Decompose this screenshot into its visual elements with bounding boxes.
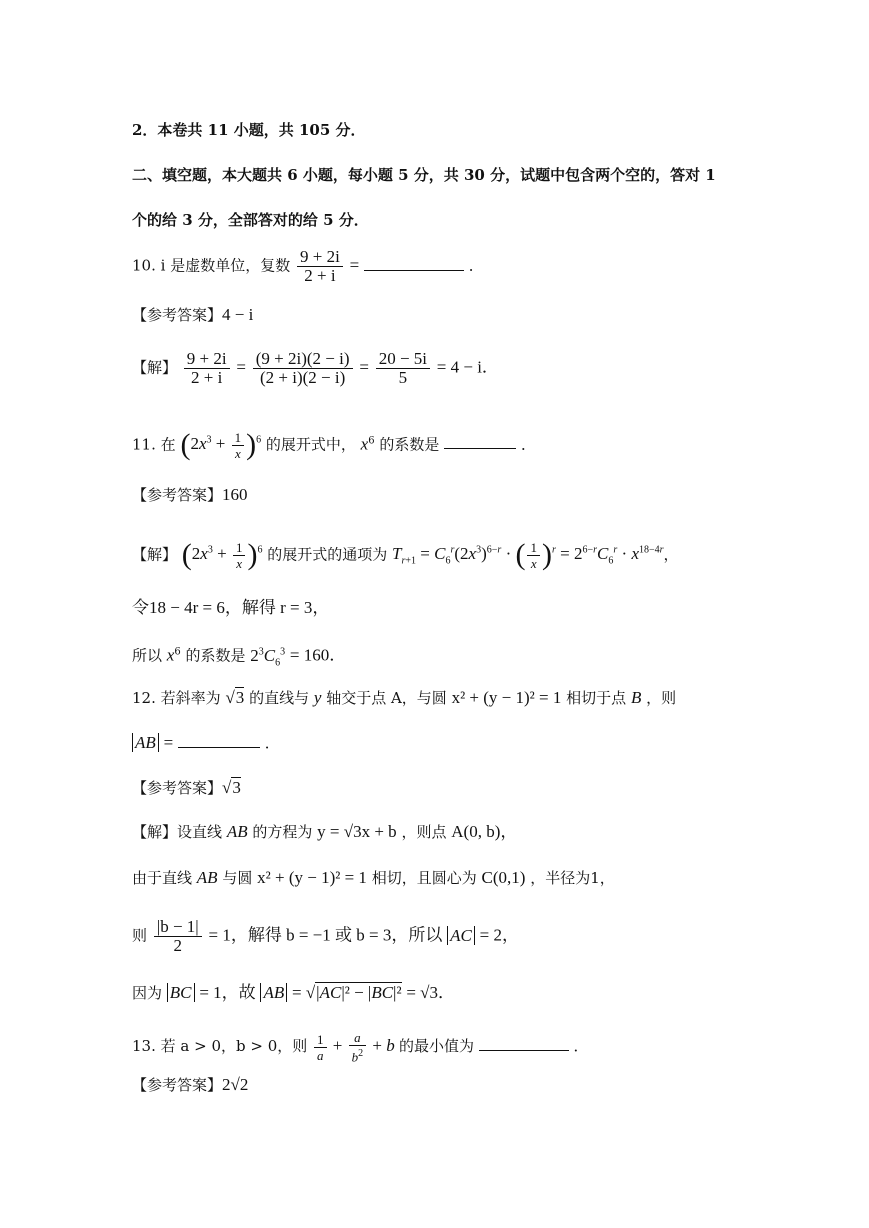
q11-solution-line1: 【解】 ($2x^3$ + $\frac{1}{x}$ )$^6$ 的展开式的通项为 $T_{r+1} = C_6^r(2x^3)^{6-r}$ · ( $\frac{1}{x}$ )$^r = 2^{6-r}C_6^r \cdot x^{18-4r}$， <box>132 538 679 572</box>
q11-answer: 【参考答案】160 <box>132 485 248 504</box>
question-12: 12. 若斜率为 √3 的直线与 y 轴交于点 A，与圆 x² + (y − 1)² = 1 相切于点 B ，则 <box>132 688 677 707</box>
q10-solution: 【解】 $\frac{9 + 2i}{2 + i}$ = $\frac{(9 + 2i)(2 - i)}{(2 + i)(2 - i)}$ = $\frac{20 - 5i}{5}$ = 4 − i． <box>132 349 499 387</box>
exam-note: 2．本卷共 11 小题，共 105 分． <box>132 121 366 139</box>
q11-solution-line3: 所以 $x^6$ 的系数是 $2^3C_6^3 = 160$． <box>132 645 347 669</box>
general-term: $T_{r+1} = C_6^r(2x^3)^{6-r}$ · ( $\frac{1}{x}$ )$^r = 2^{6-r}C_6^r \cdot x^{18-4r}$ <box>392 538 664 572</box>
q12-solution-line4: 因为 BC = 1，故 AB = √|AC|² − |BC|² = √3． <box>132 983 455 1002</box>
q12-solution-line2: 由于直线 AB 与圆 x² + (y − 1)² = 1 相切，且圆心为 C(0,1) ，半径为1， <box>132 868 615 887</box>
answer-blank <box>178 733 260 748</box>
answer-blank <box>364 256 464 271</box>
answer-blank <box>444 434 516 449</box>
q10-answer: 【参考答案】4 − i <box>132 305 254 324</box>
question-text: i 是虚数单位，复数 <box>160 256 291 275</box>
q11-solution-line2: 令18 − 4r = 6，解得 r = 3， <box>132 598 330 617</box>
question-12-cont: AB = ． <box>132 733 280 753</box>
question-10: 10. i 是虚数单位，复数 $\frac{9 + 2i}{2 + i}$ = ． <box>132 247 484 285</box>
answer-blank <box>479 1036 569 1051</box>
q12-solution-line3: 则 $\frac{|b - 1|}{2}$ = 1，解得 b = −1 或 b = 3，所以 AC = 2， <box>132 917 519 955</box>
expression: $\frac{1}{a}$ + $\frac{a}{b^2}$ + b <box>312 1036 399 1055</box>
complex-fraction: $\frac{9 + 2i}{2 + i}$ <box>297 248 343 285</box>
section-title-line2: 个的给 3 分，全部答对的给 5 分． <box>132 211 369 229</box>
section-title-line1: 二、填空题，本大题共 6 小题，每小题 5 分，共 30 分，试题中包含两个空的，答对 1 <box>132 166 716 184</box>
q12-solution-line1: 【解】设直线 AB 的方程为 y = √3x + b ，则点 A(0, b)， <box>132 822 518 841</box>
q12-answer: 【参考答案】√3 <box>132 778 241 797</box>
question-number: 10. <box>132 256 156 275</box>
q13-answer: 【参考答案】2√2 <box>132 1075 249 1094</box>
question-11: 11. 在 ($2x^3$ + $\frac{1}{x}$ )$^6$ 的展开式中， $x^6$ 的系数是 ． <box>132 428 536 462</box>
question-13: 13. 若 a > 0，b > 0，则 $\frac{1}{a}$ + $\frac{a}{b^2}$ + b 的最小值为 ． <box>132 1030 589 1065</box>
binomial-expression: ($2x^3$ + $\frac{1}{x}$ )$^6$ <box>180 428 262 462</box>
